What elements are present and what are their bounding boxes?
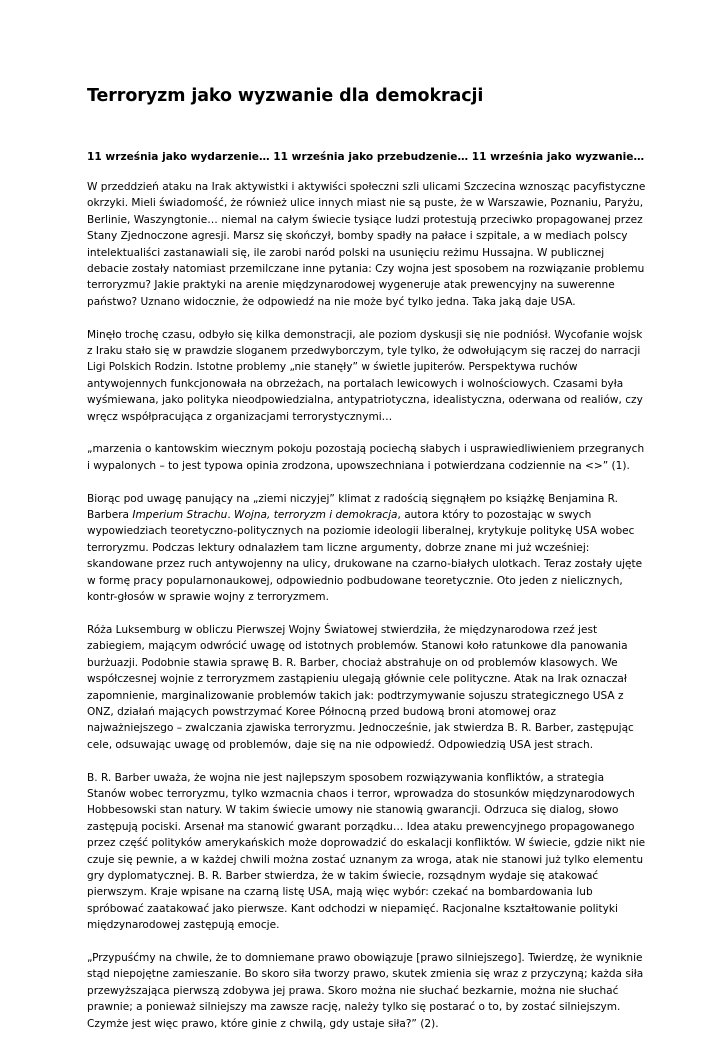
paragraph-line: antywojennych funkcjonowała na obrzeżach, na portalach lewicowych i wolnościowych. Czasami była [87,377,624,390]
paragraph-line: Ligi Polskich Rodzin. Istotne problemy „nie stanęły” w świetle jupiterów. Perspektywa ruchów [87,361,578,374]
paragraph-line: Czymże jest więc prawo, które ginie z chwilą, gdy ustaje siła?” (2). [87,1017,439,1030]
paragraph-line: przez część polityków amerykańskich może doprowadzić do eskalacji konfliktów. W świecie, gdzie nikt nie [87,837,646,850]
paragraph-line: wyśmiewana, jako polityka nieodpowiedzialna, antypatriotyczna, idealistyczna, oderwana od realiów, czy [87,394,643,407]
paragraph-line: Minęło trochę czasu, odbyło się kilka demonstracji, ale poziom dyskusji się nie podniósł. Wycofanie wojsk [87,328,643,341]
paragraph-line: Hobbesowski stan natury. W takim świecie umowy nie stanowią gwarancji. Odrzuca się dialog, słowo [87,804,619,817]
paragraph-line: „Przypuśćmy na chwile, że to domniemane prawo obowiązuje [prawo silniejszego]. Twierdzę, że wyniknie [87,952,643,964]
paragraph-line: zabiegiem, mającym odwrócić uwagę od istotnych problemów. Stanowi koło ratunkowe dla panowania [87,640,628,653]
paragraph [87,770,647,934]
paragraph-line: najważniejszego – zwalczania zjawiska terroryzmu. Jednocześnie, jak stwierdza B. R. Barber, zastępując [87,722,634,735]
paragraph-line: Stany Zjednoczone agresji. Marsz się skończył, bomby spadły na pałace i szpitale, a w mediach polscy [87,230,628,243]
paragraph [87,327,647,425]
paragraph-line: „marzenia o kantowskim wiecznym pokoju pozostają pociechą słabych i usprawiedliwieniem przegranych [87,443,645,456]
paragraph-line: terroryzmu? Jakie praktyki na arenie międzynarodowej wygeneruje atak prewencyjny na suwerenne [87,279,615,292]
document-subtitle: 11 września jako wydarzenie… 11 września jako przebudzenie… 11 września jako wyzwanie… [87,151,645,163]
paragraph-line: terroryzmu. Podczas lektury odnalazłem tam liczne argumenty, dobrze znane mi już wcześniej: [87,541,590,554]
paragraph-line: Berlinie, Waszyngtonie… niemal na całym świecie tysiące ludzi protestują przeciwko propagowanej przez [87,213,643,226]
paragraph-line: cele, odsuwając uwagę od problemów, daje się na nie odpowiedź. Odpowiedzią USA jest strach. [87,738,594,751]
paragraph-line: w formę pracy popularnonaukowej, odpowiednio podbudowane teoretycznie. Oto jeden z nielicznych, [87,574,623,587]
paragraph-line: stąd niepojętne zamieszanie. Bo skoro siła tworzy prawo, skutek zmienia się wraz z przyczyną; każda siła [87,968,644,981]
paragraph-line: czuje się pewnie, a w każdej chwili można zostać uznanym za wroga, atak nie stanowi już tylko elementu [87,853,644,866]
paragraph [87,491,647,606]
paragraph-line: kontr-głosów w sprawie wojny z terroryzmem. [87,591,329,604]
paragraph-line: i wypalonych – to jest typowa opinia zrodzona, upowszechniana i potwierdzana codziennie na <>” (1). [87,459,630,472]
paragraph-line: z Iraku stało się w prawdzie sloganem przedwyborczym, tyle tylko, że odwołującym się raczej do narracji [87,345,641,358]
paragraph-line: Barbera Imperium Strachu. Wojna, terroryzm i demokracja, autora który to pozostając w swych [87,509,592,522]
paragraph-line: Biorąc pod uwagę panujący na „ziemi niczyjej” klimat z radością sięgnąłem po książkę Benjamina R. [87,492,618,505]
paragraph-line: B. R. Barber uważa, że wojna nie jest najlepszym sposobem rozwiązywania konfliktów, a strategia [87,771,605,784]
paragraph-line: burżuazji. Podobnie stawia sprawę B. R. Barber, chociaż abstrahuje on od problemów klasowych. We [87,656,618,669]
paragraph-line: Stanów wobec terroryzmu, tylko wzmacnia chaos i terror, wprowadza do stosunków międzynarodowych [87,787,635,800]
paragraph-line: ONZ, działań mających powstrzymać Koree Północną przed budową broni atomowej oraz [87,705,557,718]
paragraph-line: W przeddzień ataku na Irak aktywistki i aktywiści społeczni szli ulicami Szczecina wznosząc pacyfistyczne [87,181,646,193]
paragraph-line: przewyższająca pierwszą zdobywa jej prawa. Skoro można nie słuchać bezkarnie, można nie słuchać [87,984,619,997]
document-body [87,179,647,1048]
paragraph-line: debacie zostały natomiast przemilczane inne pytania: Czy wojna jest sposobem na rozwiązanie problemu [87,263,645,276]
paragraph-line: spróbować zaatakować jako pierwsze. Kant odchodzi w niepamięć. Racjonalne kształtowanie polityki [87,902,618,915]
paragraph-line: Róża Luksemburg w obliczu Pierwszej Wojny Światowej stwierdziła, że międzynarodowa rzeź jest [87,623,598,636]
paragraph-line: państwo? Uznano widocznie, że odpowiedź na nie może być tylko jedna. Taka jaką daje USA. [87,295,576,308]
paragraph-line: pierwszym. Kraje wpisane na czarną listę USA, mają więc wybór: czekać na bombardowania lub [87,886,593,899]
document-title: Terroryzm jako wyzwanie dla demokracji [87,86,484,106]
paragraph-line: okrzyki. Mieli świadomość, że również ulice innych miast nie są puste, że w Warszawie, Poznaniu, Paryżu, [87,197,644,210]
paragraph [87,622,647,753]
paragraph-line: zapomnienie, marginalizowanie problemów takich jak: podtrzymywanie sojuszu strategicznego USA z [87,689,624,702]
paragraph-line: międzynarodowej zastępują emocje. [87,919,280,932]
paragraph [87,179,647,310]
paragraph-line: współczesnej wojnie z terroryzmem zastąpieniu ulegają głównie cele polityczne. Atak na Irak oznaczał [87,673,627,686]
paragraph-line: prawnie; a ponieważ silniejszy ma zawsze rację, należy tylko się postarać o to, by zostać silniejszym. [87,1001,621,1014]
paragraph-line: skandowane przez ruch antywojenny na ulicy, drukowane na czarno-białych ulotkach. Teraz zostały ujęte [87,558,643,571]
paragraph-line: zastępują pociski. Arsenał ma stanowić gwarant porządku… Idea ataku prewencyjnego propagowanego [87,820,635,833]
paragraph-line: wypowiedziach teoretyczno-politycznych na poziomie ideologii liberalnej, krytykuje politykę USA wobec [87,525,635,538]
paragraph-line: intelektualiści zastanawiali się, ile zarobi naród polski na usunięciu reżimu Hussajna. W publicznej [87,246,605,259]
paragraph-line: gry dyplomatycznej. B. R. Barber stwierdza, że w takim świecie, rozsądnym wydaje się atakować [87,869,599,882]
paragraph [87,441,647,474]
paragraph [87,950,647,1032]
paragraph-line: wręcz współpracująca z organizacjami terrorystycznymi… [87,410,393,423]
